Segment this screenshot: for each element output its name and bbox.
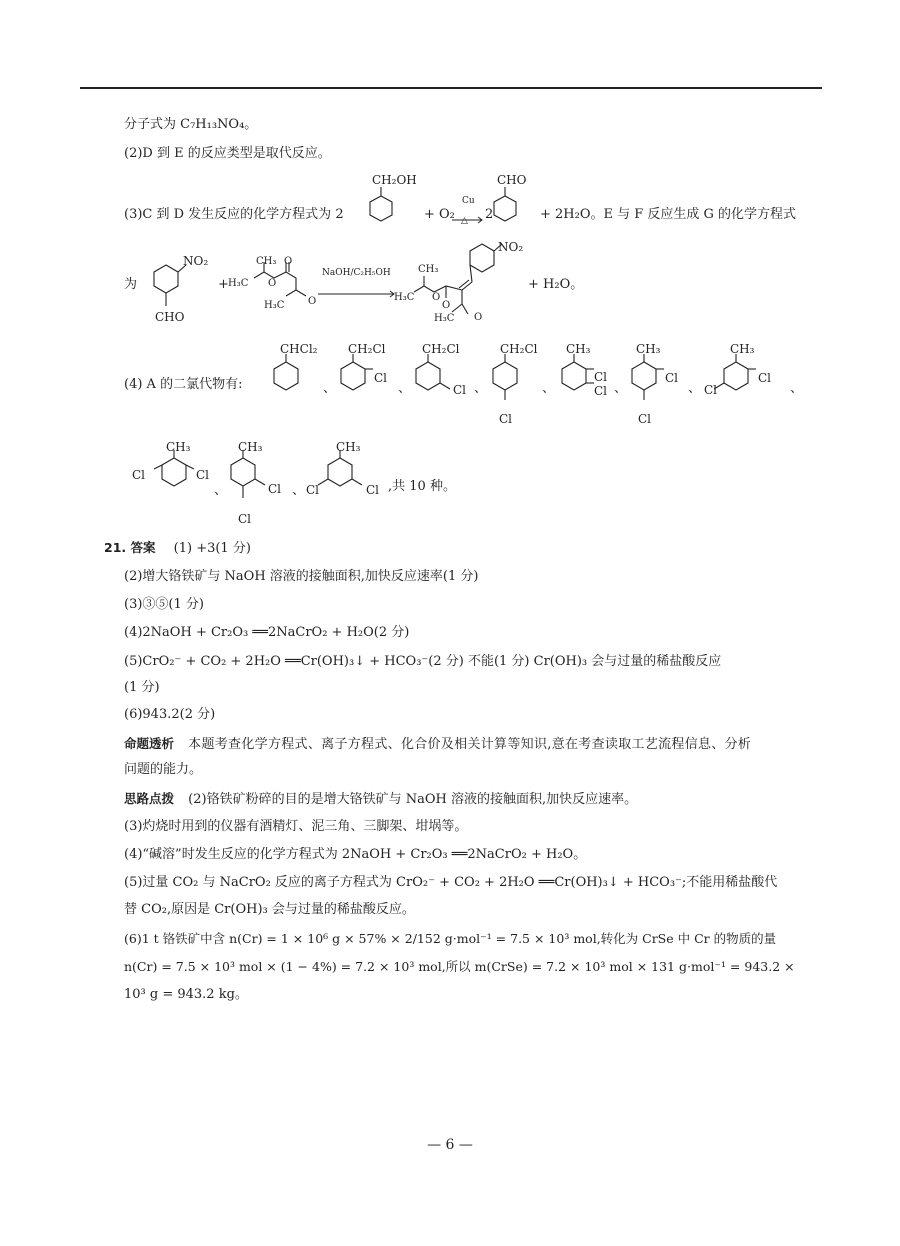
heat-condition: △ <box>461 216 468 226</box>
hint-2: (2)铬铁矿粉碎的目的是增大铬铁矿与 NaOH 溶液的接触面积,加快反应速率。 <box>188 792 638 807</box>
isomer-6-cl-b: Cl <box>638 412 652 426</box>
isomer-7-cl-b: Cl <box>704 383 718 397</box>
product-h3c: H₃C <box>394 292 415 303</box>
q21-answer-2: (2)增大铬铁矿与 NaOH 溶液的接触面积,加快反应速率(1 分) <box>124 569 479 584</box>
oxygen-reactant: + O₂ <box>424 207 455 222</box>
q20-part2: (2)D 到 E 的反应类型是取代反应。 <box>124 146 331 161</box>
separator-4: 、 <box>542 381 556 396</box>
hint-5: (5)过量 CO₂ 与 NaCrO₂ 反应的离子方程式为 CrO₂⁻ + CO₂ + 2H₂O ══Cr(OH)₃↓ + HCO₃⁻;不能用稀盐酸代 <box>124 875 778 890</box>
isomer-2-cl: Cl <box>374 371 388 385</box>
q21-answer-5-cont: (1 分) <box>124 680 160 695</box>
analysis-text-cont: 问题的能力。 <box>124 762 203 777</box>
q21-answer-3: (3)③⑤(1 分) <box>124 597 204 612</box>
q21-answer-6: (6)943.2(2 分) <box>124 707 216 722</box>
isomer-8-cl-a: Cl <box>132 468 146 482</box>
hint-6-cont: n(Cr) = 7.5 × 10³ mol × (1 − 4%) = 7.2 × 10³ mol,所以 m(CrSe) = 7.2 × 10³ mol × 131 g·mol⁻¹ = 943.2 × <box>124 959 795 974</box>
hint-6-end: 10³ g = 943.2 kg。 <box>124 987 248 1002</box>
product-ketone-oxygen: O <box>474 312 483 323</box>
q20-part3-prefix: (3)C 到 D 发生反应的化学方程式为 2 <box>124 207 344 222</box>
isomer-6-ch3: CH₃ <box>636 342 661 356</box>
hint-4: (4)“碱溶”时发生反应的化学方程式为 2NaOH + Cr₂O₃ ══2NaCrO₂ + H₂O。 <box>124 847 587 862</box>
reaction-arrow-long <box>318 283 396 302</box>
ester-oxygen: O <box>268 278 277 289</box>
isomer-2-ch2cl: CH₂Cl <box>348 342 386 356</box>
isomer-1-chcl2: CHCl₂ <box>280 342 318 356</box>
isomer-8-cl-b: Cl <box>196 468 210 482</box>
isomer-8-ch3: CH₃ <box>166 440 191 454</box>
hint-label: 思路点拨 <box>124 791 175 806</box>
analysis-label: 命题透析 <box>124 736 175 751</box>
isomer-3-cl: Cl <box>453 383 467 397</box>
isomer-4-ch2cl: CH₂Cl <box>500 342 538 356</box>
reagent-label: NaOH/C₂H₅OH <box>322 268 391 278</box>
separator-2: 、 <box>398 381 412 396</box>
formula-line: 分子式为 C₇H₁₃NO₄。 <box>124 117 258 132</box>
benzaldehyde-substituent: CHO <box>497 173 527 187</box>
coefficient-two: 2 <box>485 207 494 222</box>
separator-1: 、 <box>323 381 337 396</box>
page-number: — 6 — <box>427 1137 473 1153</box>
h3c-label: H₃C <box>228 278 249 289</box>
isomer-6-cl-a: Cl <box>665 371 679 385</box>
hint-6: (6)1 t 铬铁矿中含 n(Cr) = 1 × 10⁶ g × 57% × 2/152 g·mol⁻¹ = 7.5 × 10³ mol,转化为 CrSe 中 Cr 的物质的量 <box>124 931 777 946</box>
q21-answer-4: (4)2NaOH + Cr₂O₃ ══2NaCrO₂ + H₂O(2 分) <box>124 625 410 640</box>
separator-8: 、 <box>214 483 228 498</box>
isomer-9-ch3: CH₃ <box>238 440 263 454</box>
reaction-arrow <box>452 209 484 228</box>
hint-5-cont: 替 CO₂,原因是 Cr(OH)₃ 会与过量的稀盐酸反应。 <box>124 902 415 917</box>
analysis-row <box>124 735 751 754</box>
product-methyl: CH₃ <box>418 264 439 275</box>
separator-6: 、 <box>688 381 702 396</box>
isomer-9-cl-b: Cl <box>238 512 252 526</box>
separator-7: 、 <box>790 381 804 396</box>
carbonyl-oxygen: O <box>284 256 293 267</box>
ketone-oxygen: O <box>308 296 317 307</box>
product-nitro-group: NO₂ <box>498 240 524 254</box>
product-h3c-ketone: H₃C <box>434 313 455 324</box>
isomer-5-ch3: CH₃ <box>566 342 591 356</box>
water-product: + H₂O。 <box>528 277 584 292</box>
q21-header-row <box>104 539 251 558</box>
separator-9: 、 <box>292 483 306 498</box>
isomer-count: ,共 10 种。 <box>388 479 456 494</box>
separator-5: 、 <box>614 381 628 396</box>
h3c-ketone-label: H₃C <box>264 300 285 311</box>
analysis-text: 本题考查化学方程式、离子方程式、化合价及相关计算等知识,意在考查读取工艺流程信息、分析 <box>188 737 752 752</box>
isomer-5-cl-a: Cl <box>594 370 608 384</box>
q21-answer-5: (5)CrO₂⁻ + CO₂ + 2H₂O ══Cr(OH)₃↓ + HCO₃⁻(2 分) 不能(1 分) Cr(OH)₃ 会与过量的稀盐酸反应 <box>124 654 722 669</box>
q21-answer-1: (1) +3(1 分) <box>173 541 251 556</box>
q20-part3-suffix: + 2H₂O。E 与 F 反应生成 G 的化学方程式 <box>540 207 797 222</box>
isomer-4-cl: Cl <box>499 412 513 426</box>
q20-part4-prefix: (4) A 的二氯代物有: <box>124 377 243 392</box>
isomer-3-ch2cl: CH₂Cl <box>422 342 460 356</box>
nitro-group: NO₂ <box>183 254 209 268</box>
isomer-10-ch3: CH₃ <box>336 440 361 454</box>
isomer-10-cl-a: Cl <box>306 483 320 497</box>
q21-header: 21. 答案 <box>104 540 156 555</box>
plus-sign: + <box>218 277 229 292</box>
hint-row <box>124 790 637 809</box>
aldehyde-group: CHO <box>155 310 185 324</box>
copper-catalyst: Cu <box>462 196 475 206</box>
hint-3: (3)灼烧时用到的仪器有酒精灯、泥三角、三脚架、坩埚等。 <box>124 819 468 834</box>
benzyl-alcohol-substituent: CH₂OH <box>372 173 417 187</box>
isomer-7-cl-a: Cl <box>758 371 772 385</box>
methyl-label: CH₃ <box>256 256 277 267</box>
isomer-9-cl-a: Cl <box>268 482 282 496</box>
isomer-5-cl-b: Cl <box>594 384 608 398</box>
isomer-7-ch3: CH₃ <box>730 342 755 356</box>
product-ester-oxygen: O <box>432 292 441 303</box>
header-rule <box>80 87 822 89</box>
q20-part3b-prefix: 为 <box>124 277 138 292</box>
product-carbonyl-oxygen: O <box>442 300 451 311</box>
separator-3: 、 <box>474 381 488 396</box>
isomer-10-cl-b: Cl <box>366 483 380 497</box>
